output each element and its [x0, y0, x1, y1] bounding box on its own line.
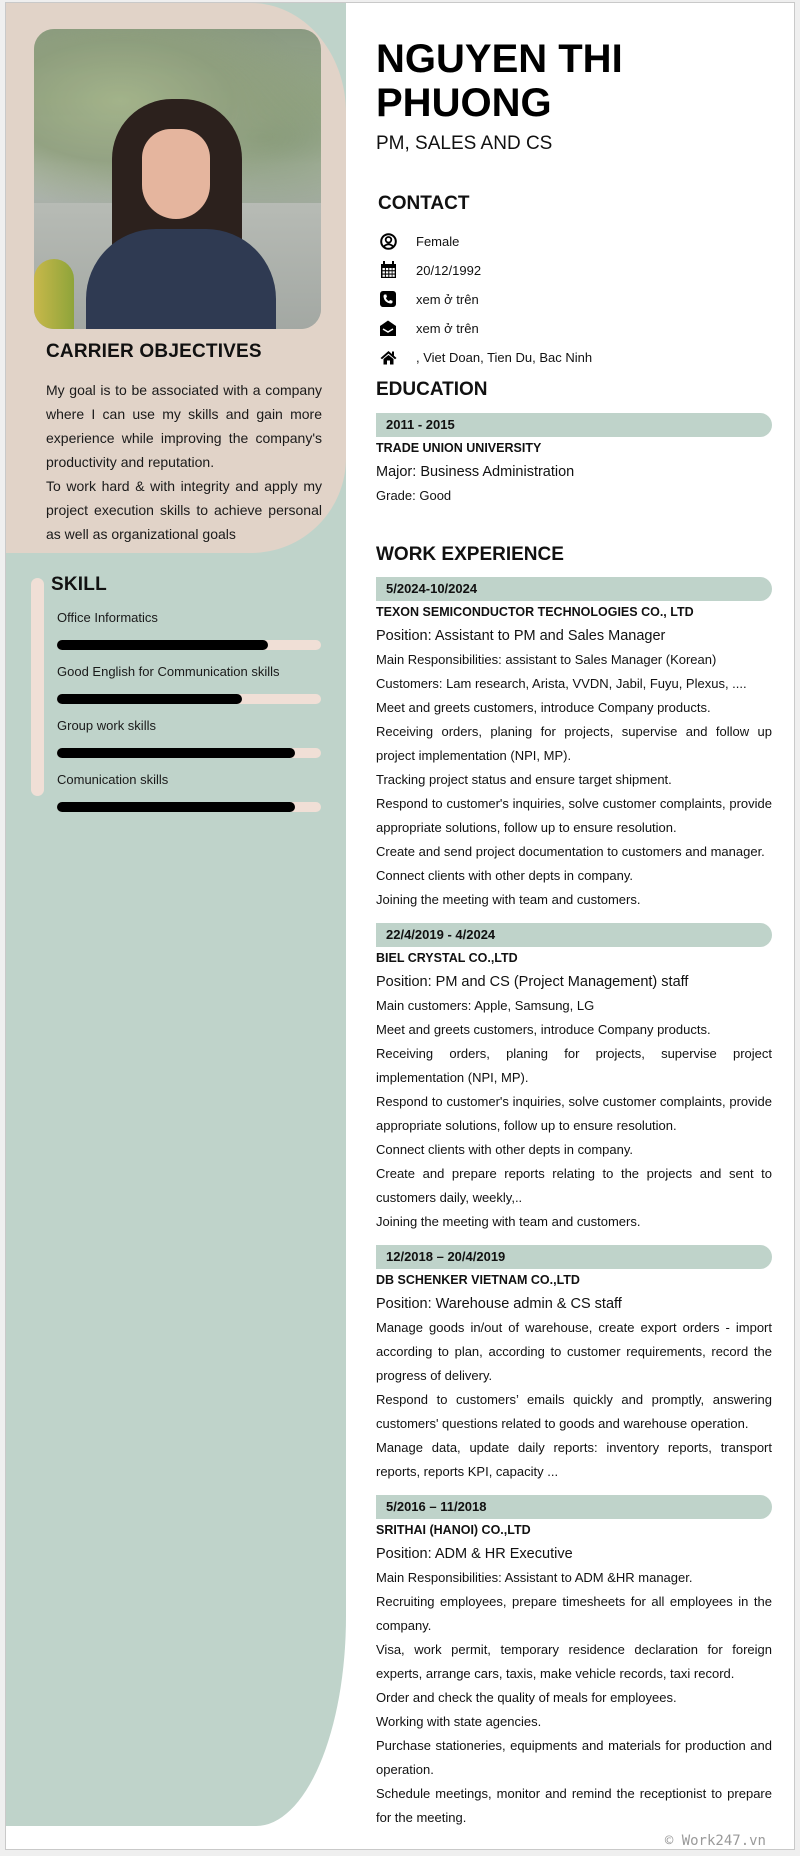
envelope-open-icon [378, 319, 398, 337]
cv-page [5, 2, 795, 1850]
skill-bar-fill [57, 802, 295, 812]
school-name: TRADE UNION UNIVERSITY [376, 441, 542, 455]
job-block [376, 1518, 772, 1830]
objectives-paragraph: My goal is to be associated with a company where I can use my skills and gain more experience while improving the company's productivity and reputation. [46, 382, 322, 470]
skill-bar-track [57, 802, 321, 812]
phone-icon [378, 290, 398, 308]
job-line: Manage goods in/out of warehouse, create export orders - import according to plan, according to customer requirements, record the progress of delivery. [376, 1320, 772, 1383]
education-title: EDUCATION [376, 379, 488, 400]
skill-item [57, 610, 321, 625]
skill-bar-fill [57, 640, 268, 650]
user-circle-icon [378, 232, 398, 250]
job-line: Respond to customers’ emails quickly and promptly, answering customers' questions related to goods and warehouse operation. [376, 1392, 772, 1431]
job-line: Receiving orders, planing for projects, supervise project implementation (NPI, MP). [376, 1046, 772, 1085]
job-line: Order and check the quality of meals for employees. [376, 1690, 677, 1705]
job-position: Position: Assistant to PM and Sales Manager [376, 628, 666, 644]
skill-item [57, 664, 321, 679]
contact-value: xem ở trên [416, 291, 479, 307]
skill-bar-fill [57, 694, 242, 704]
job-period: 22/4/2019 - 4/2024 [376, 923, 772, 947]
skill-item [57, 718, 321, 733]
job-line: Meet and greets customers, introduce Company products. [376, 1022, 711, 1037]
job-line: Connect clients with other depts in company. [376, 1142, 634, 1157]
candidate-title: PM, SALES AND CS [376, 133, 553, 154]
job-company: SRITHAI (HANOI) CO.,LTD [376, 1523, 531, 1537]
education-block [376, 436, 772, 508]
job-line: Main Responsibilities: assistant to Sales Manager (Korean) [376, 652, 717, 667]
skill-title: SKILL [51, 574, 107, 595]
job-company: DB SCHENKER VIETNAM CO.,LTD [376, 1273, 580, 1287]
job-line: Main Responsibilities: Assistant to ADM &HR manager. [376, 1570, 693, 1585]
contact-title: CONTACT [378, 193, 470, 214]
contact-birthday [378, 259, 481, 281]
job-line: Main customers: Apple, Samsung, LG [376, 998, 595, 1013]
job-company: TEXON SEMICONDUCTOR TECHNOLOGIES CO., LTD [376, 605, 694, 619]
photo-plant [34, 259, 74, 329]
job-line: Tracking project status and ensure target shipment. [376, 772, 672, 787]
contact-value: Female [416, 233, 460, 249]
job-line: Purchase stationeries, equipments and materials for production and operation. [376, 1738, 772, 1777]
job-period: 5/2016 – 11/2018 [376, 1495, 772, 1519]
job-line: Respond to customer's inquiries, solve customer complaints, provide appropriate solutions, follow up to ensure resolution. [376, 796, 772, 835]
skill-label: Office Informatics [57, 610, 158, 625]
contact-value: 20/12/1992 [416, 262, 482, 278]
job-line: Create and send project documentation to customers and manager. [376, 844, 765, 859]
profile-photo [34, 29, 321, 329]
education-grade: Grade: Good [376, 488, 452, 503]
contact-email [378, 317, 479, 339]
job-line: Create and prepare reports relating to the projects and sent to customers daily, weekly,.. [376, 1166, 772, 1205]
education-period: 2011 - 2015 [376, 413, 772, 437]
objectives-paragraph: To work hard & with integrity and apply my project execution skills to achieve personal as well as organizational goals [46, 478, 322, 542]
job-line: Schedule meetings, monitor and remind the receptionist to prepare for the meeting. [376, 1786, 772, 1825]
job-block [376, 1268, 772, 1484]
contact-value: xem ở trên [416, 320, 479, 336]
job-line: Joining the meeting with team and customers. [376, 892, 641, 907]
skill-label: Group work skills [57, 718, 156, 733]
photo-body [86, 229, 276, 329]
job-line: Visa, work permit, temporary residence declaration for foreign experts, arrange cars, taxis, make vehicle records, taxi record. [376, 1642, 772, 1681]
candidate-name [376, 37, 623, 125]
watermark: © Work247.vn [664, 1833, 766, 1849]
contact-phone [378, 288, 479, 310]
skill-label: Comunication skills [57, 772, 169, 787]
job-position: Position: PM and CS (Project Management) staff [376, 974, 689, 990]
contact-gender [378, 230, 459, 252]
job-block [376, 600, 772, 912]
contact-value: , Viet Doan, Tien Du, Bac Ninh [416, 349, 593, 365]
job-line: Working with state agencies. [376, 1714, 542, 1729]
job-line: Meet and greets customers, introduce Company products. [376, 700, 711, 715]
skill-bar-track [57, 640, 321, 650]
job-line: Recruiting employees, prepare timesheets for all employees in the company. [376, 1594, 772, 1633]
job-line: Respond to customer's inquiries, solve customer complaints, provide appropriate solutions, follow up to ensure resolution. [376, 1094, 772, 1133]
skill-bar-track [57, 694, 321, 704]
job-block [376, 946, 772, 1234]
job-line: Receiving orders, planing for projects, supervise and follow up project implementation (NPI, MP). [376, 724, 772, 763]
job-line: Joining the meeting with team and customers. [376, 1214, 641, 1229]
job-line: Connect clients with other depts in company. [376, 868, 634, 883]
job-company: BIEL CRYSTAL CO.,LTD [376, 951, 518, 965]
job-period: 12/2018 – 20/4/2019 [376, 1245, 772, 1269]
skill-bar-fill [57, 748, 295, 758]
job-position: Position: Warehouse admin & CS staff [376, 1296, 622, 1312]
name-line-2: PHUONG [376, 81, 552, 125]
skill-bar-track [57, 748, 321, 758]
contact-address [378, 346, 592, 368]
calendar-icon [378, 261, 398, 279]
skill-rail [31, 578, 44, 796]
name-line-1: NGUYEN THI [376, 37, 623, 81]
job-period: 5/2024-10/2024 [376, 577, 772, 601]
photo-face [142, 129, 210, 219]
home-icon [378, 348, 398, 366]
skill-label: Good English for Communication skills [57, 664, 280, 679]
job-line: Customers: Lam research, Arista, VVDN, Jabil, Fuyu, Plexus, .... [376, 676, 747, 691]
education-major: Major: Business Administration [376, 464, 575, 480]
objectives-text [46, 378, 322, 546]
job-position: Position: ADM & HR Executive [376, 1546, 573, 1562]
skill-item [57, 772, 321, 787]
objectives-title: CARRIER OBJECTIVES [46, 341, 262, 362]
work-title: WORK EXPERIENCE [376, 544, 564, 565]
job-line: Manage data, update daily reports: inventory reports, transport reports, reports KPI, capacity ... [376, 1440, 772, 1479]
